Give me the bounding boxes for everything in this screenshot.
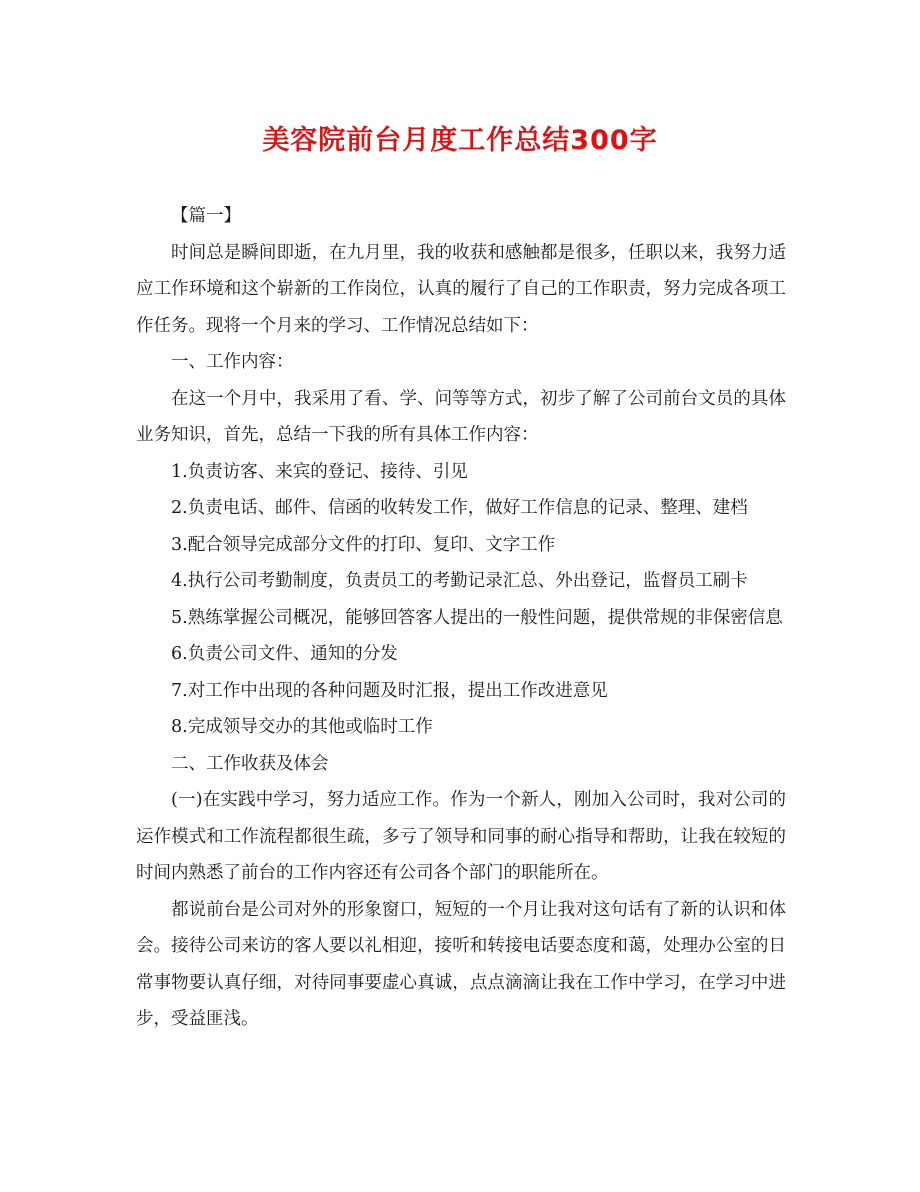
section-label: 【篇一】 <box>171 206 241 226</box>
paragraph-learning: (一)在实践中学习，努力适应工作。作为一个新人，刚加入公司时，我对公司的运作模式和工作流程都很生疏，多亏了领导和同事的耐心指导和帮助，让我在较短的时间内熟悉了前台的工作内容还有公司各个部门的职能所在。 <box>136 790 786 883</box>
list-item: 4.执行公司考勤制度，负责员工的考勤记录汇总、外出登记，监督员工刷卡 <box>171 571 748 591</box>
document-body <box>136 198 786 1038</box>
list-item: 1.负责访客、来宾的登记、接待、引见 <box>171 461 468 482</box>
paragraph-work-overview: 在这一个月中，我采用了看、学、问等等方式，初步了解了公司前台文员的具体业务知识，首先，总结一下我的所有具体工作内容： <box>136 388 786 445</box>
list-item: 8.完成领导交办的其他或临时工作 <box>171 717 433 737</box>
document-title: 美容院前台月度工作总结300字 <box>262 125 658 156</box>
paragraph-front-desk: 都说前台是公司对外的形象窗口，短短的一个月让我对这句话有了新的认识和体会。接待公司来访的客人要以礼相迎，接听和转接电话要态度和蔼，处理办公室的日常事物要认真仔细，对待同事要虚心真诚，点点滴滴让我在工作中学习，在学习中进步，受益匪浅。 <box>136 899 786 1029</box>
list-item: 3.配合领导完成部分文件的打印、复印、文字工作 <box>171 534 556 555</box>
list-item: 6.负责公司文件、通知的分发 <box>171 644 398 664</box>
list-item: 5.熟练掌握公司概况，能够回答客人提出的一般性问题，提供常规的非保密信息 <box>171 607 783 628</box>
paragraph-intro: 时间总是瞬间即逝，在九月里，我的收获和感触都是很多，任职以来，我努力适应工作环境和这个崭新的工作岗位，认真的履行了自己的工作职责，努力完成各项工作任务。现将一个月来的学习、工作情况总结如下： <box>136 242 786 336</box>
list-item: 7.对工作中出现的各种问题及时汇报，提出工作改进意见 <box>171 680 608 701</box>
heading-work-content: 一、工作内容： <box>171 352 294 372</box>
list-item: 2.负责电话、邮件、信函的收转发工作，做好工作信息的记录、整理、建档 <box>171 498 748 518</box>
heading-gains: 二、工作收获及体会 <box>171 753 329 774</box>
